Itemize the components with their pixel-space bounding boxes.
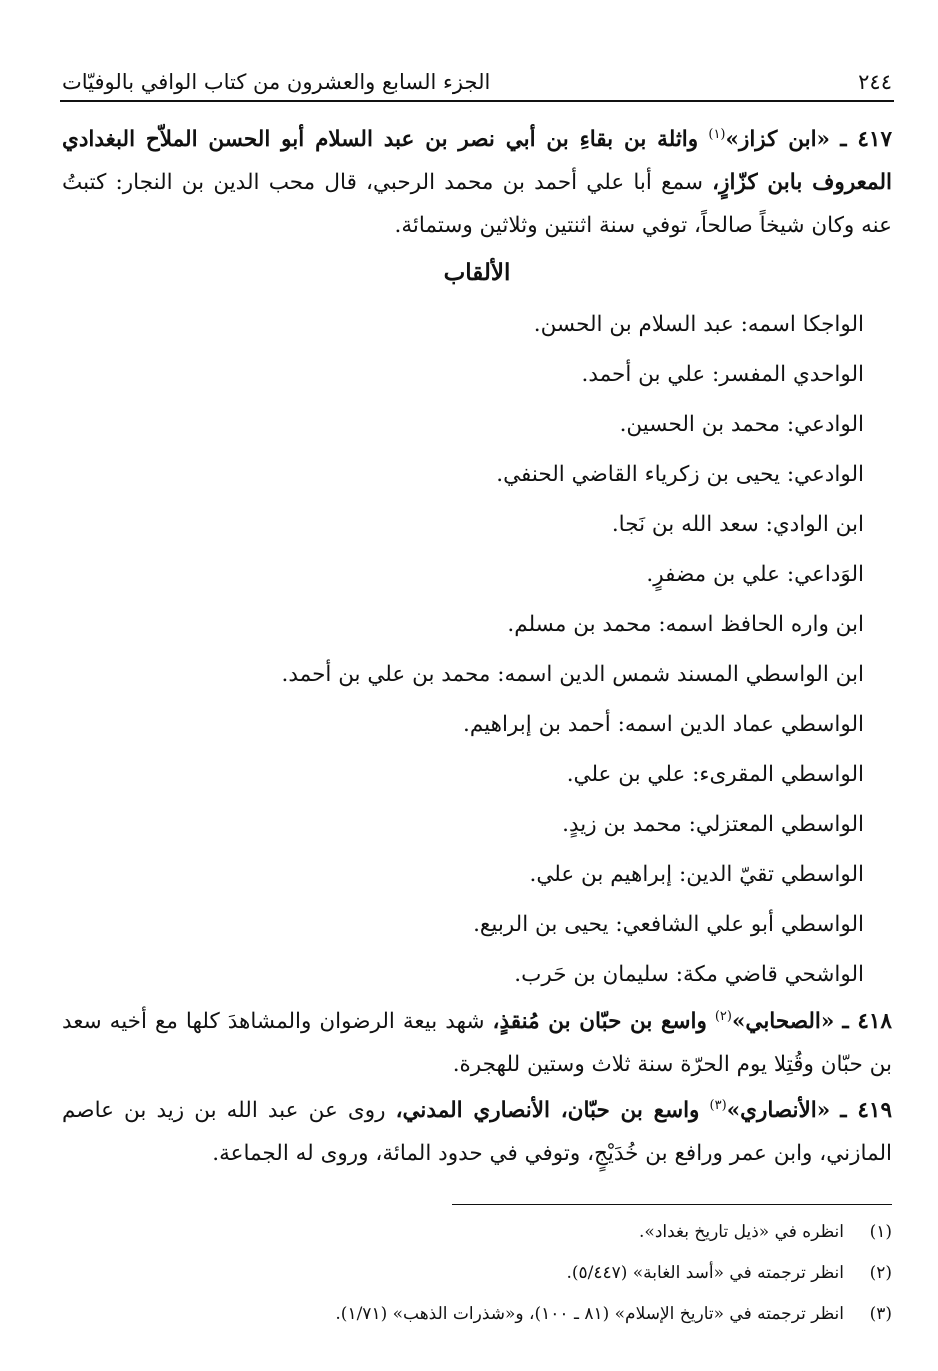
footnote-ref: (١) [708, 126, 726, 142]
entry-nickname: «الصحابي» [731, 1009, 835, 1034]
header-rule [60, 100, 894, 102]
laqab-item: الواشحي قاضي مكة: سليمان بن حَرب. [514, 962, 864, 987]
laqab-item: الواسطي تقيّ الدين: إبراهيم بن علي. [529, 862, 864, 887]
laqab-item: ابن الواسطي المسند شمس الدين اسمه: محمد بن علي بن أحمد. [281, 662, 864, 687]
laqab-item: الوادعي: يحيى بن زكرياء القاضي الحنفي. [496, 462, 864, 487]
footnote-text: انظره في «ذيل تاريخ بغداد». [639, 1222, 844, 1242]
footnote-ref: (٢) [714, 1008, 732, 1024]
entry-text: شهد بيعة الرضوان والمشاهدَ كلها مع أخيه سعد بن حبّان وقُتِلا يوم الحرّة سنة ثلاث وستين للهجرة. [62, 1009, 892, 1077]
footnotes [62, 1212, 892, 1335]
section-title: الألقاب [443, 259, 511, 286]
laqab-item: ابن الوادي: سعد الله بن نَجا. [611, 512, 864, 537]
laqab-item: الواسطي المعتزلي: محمد بن زيدٍ. [562, 812, 864, 837]
footnote-ref: (٣) [709, 1097, 727, 1113]
page-number: ٢٤٤ [858, 70, 892, 94]
entry-418 [62, 1000, 892, 1086]
page-header [62, 58, 892, 94]
entry-text: سمع أبا علي أحمد بن محمد الرحبي، قال محب الدين بن النجار: كتبتُ عنه وكان شيخاً صالحاً، توفي سنة اثنتين وثلاثين وستمائة. [62, 170, 892, 238]
entry-number: ٤١٧ ـ [840, 127, 892, 152]
entry-name: واسع بن حبّان، الأنصاري المدني، [395, 1098, 700, 1123]
footnote-2 [62, 1253, 892, 1294]
laqab-list [62, 300, 892, 1000]
laqab-item: الوَداعي: علي بن مضفرٍ. [646, 562, 864, 587]
footnote-text: انظر ترجمته في «أسد الغابة» (٥/٤٤٧). [566, 1263, 844, 1283]
laqab-item: الواحدي المفسر: علي بن أحمد. [581, 362, 864, 387]
footnote-rule [452, 1204, 892, 1205]
footnote-number: (١) [869, 1222, 892, 1242]
entry-number: ٤١٩ ـ [840, 1098, 892, 1123]
laqab-item: الواسطي عماد الدين اسمه: أحمد بن إبراهيم. [462, 712, 864, 737]
footnote-3 [62, 1294, 892, 1335]
entry-text: روى عن عبد الله بن زيد بن عاصم المازني، وابن عمر ورافع بن خُدَيْجٍ، وتوفي في حدود المائة، وروى له الجماعة. [62, 1098, 892, 1166]
entry-419 [62, 1089, 892, 1175]
entry-number: ٤١٨ ـ [842, 1009, 892, 1034]
entry-nickname: «ابن كزاز» [725, 127, 830, 152]
laqab-item: ابن واره الحافظ اسمه: محمد بن مسلم. [507, 612, 864, 637]
laqab-item: الوادعي: محمد بن الحسين. [619, 412, 864, 437]
footnote-text: انظر ترجمته في «تاريخ الإسلام» (٨١ ـ ١٠٠)، و«شذرات الذهب» (١/٧١). [335, 1304, 844, 1324]
laqab-item: الواسطي المقرىء: علي بن علي. [566, 762, 864, 787]
entry-417 [62, 118, 892, 247]
footnote-number: (٣) [869, 1304, 892, 1324]
footnote-number: (٢) [869, 1263, 892, 1283]
footnote-1 [62, 1212, 892, 1253]
entry-name: واثلة بن بقاءِ بن أبي نصر بن عبد السلام أبو الحسن الملاّح البغدادي المعروف بابن كزّازٍ، [62, 127, 893, 195]
entry-nickname: «الأنصاري» [726, 1098, 831, 1123]
laqab-item: الواسطي أبو علي الشافعي: يحيى بن الربيع. [473, 912, 864, 937]
running-title: الجزء السابع والعشرون من كتاب الوافي بالوفيّات [62, 70, 491, 94]
main-text [62, 118, 892, 1178]
entry-name: واسع بن حبّان بن مُنقذٍ، [492, 1009, 707, 1034]
laqab-item: الواجكا اسمه: عبد السلام بن الحسن. [533, 312, 864, 337]
